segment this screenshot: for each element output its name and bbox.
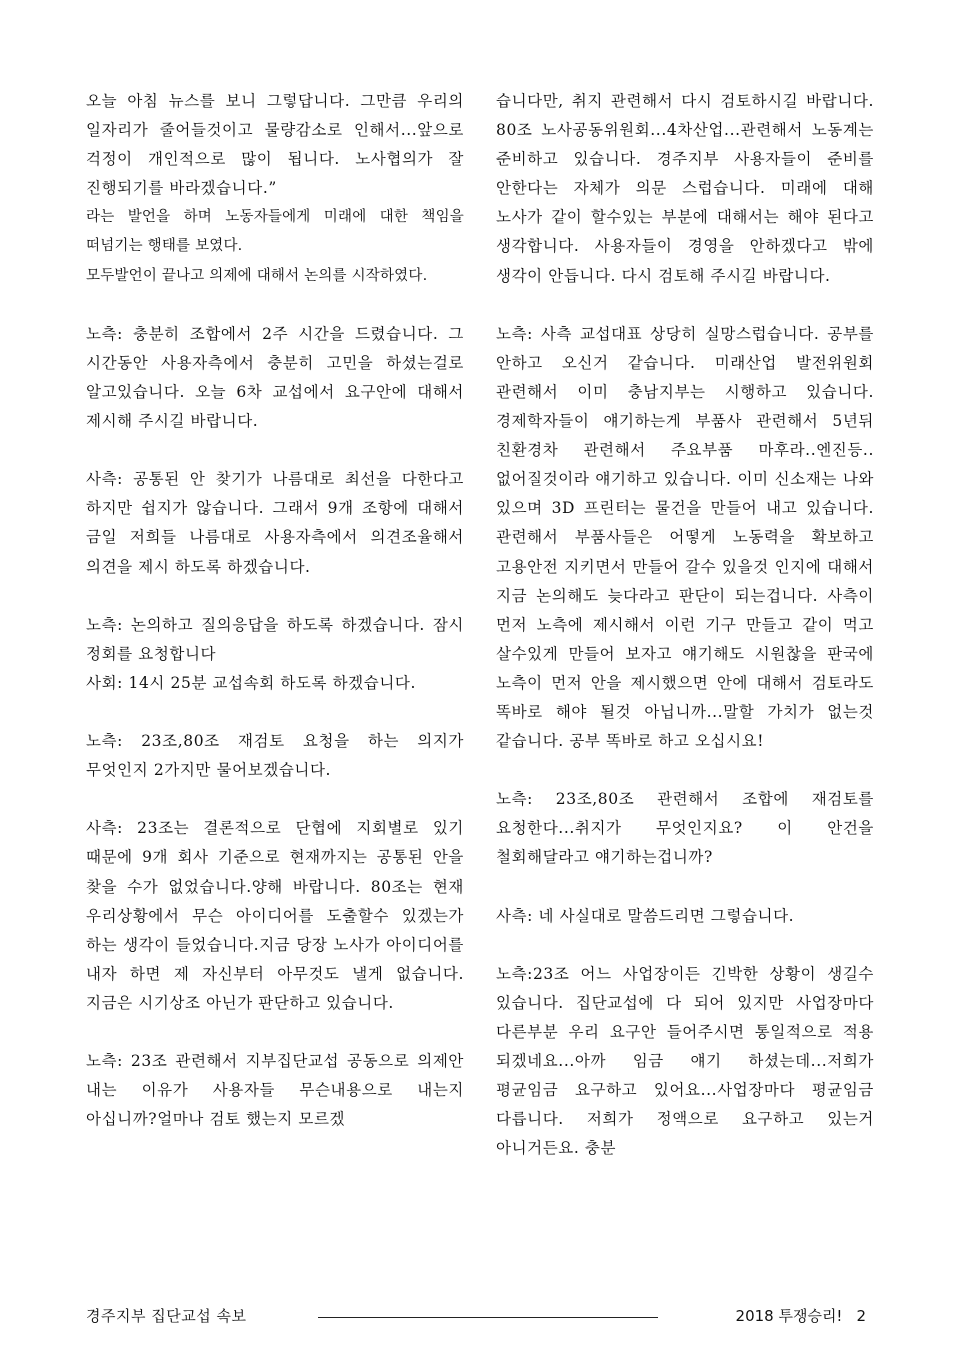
- right-column: [496, 87, 874, 1163]
- paragraph-labor: 노측: 23조 관련해서 지부집단교섭 공동으로 의제안 내는 이유가 사용자들 무슨내용으로 내는지 아십니까?얼마나 검토 했는지 모르겠: [86, 1052, 464, 1129]
- paragraph-labor: 노측: 23조,80조 관련해서 조합에 재검토를 요청한다...취지가 무엇인지요? 이 안건을 철회해달라고 얘기하는겁니까?: [496, 790, 874, 867]
- paragraph-labor: 노측: 23조,80조 재검토 요청을 하는 의지가 무엇인지 2가지만 물어보겠습니다.: [86, 732, 464, 780]
- paragraph-management: 사측: 네 사실대로 말씀드리면 그렇습니다.: [496, 906, 795, 925]
- paragraph-management: 사측: 23조는 결론적으로 단협에 지회별로 있기 때문에 9개 회사 기준으로 현재까지는 공통된 안을 찾을 수가 없었습니다.양해 바랍니다. 80조는 현재 우리상황에서 무슨 아이디어를 도출할수 있겠는가 하는 생각이 들었습니다.지금 당장 노사가 아이디어를 내자 하면 제 자신부터 아무것도 낼게 없습니다. 지금은 시기상조 아닌가 판단하고 있습니다.: [86, 819, 464, 1012]
- paragraph-narration: 라는 발언을 하며 노동자들에게 미래에 대한 책임을 떠넘기는 행태를 보였다.: [86, 209, 464, 255]
- paragraph-labor: 노측: 사측 교섭대표 상당히 실망스럽습니다. 공부를 안하고 오신거 같습니다. 미래산업 발전위원회 관련해서 이미 충남지부는 시행하고 있습니다.경제학자들이 얘기하는게 부품사 관련해서 5년뒤 친환경차 관련해서 주요부품 마후라..엔진등..없어질것이라 얘기하고 있습니다. 이미 신소재는 나와 있으며 3D 프린터는 물건을 만들어 내고 있습니다. 관련해서 부품사들은 어떻게 노동력을 확보하고 고용안전 지키면서 만들어 갈수 있을것 인지에 대해서 지금 논의해도 늦다라고 판단이 되는겁니다. 사측이 먼저 노측에 제시해서 이런 기구 만들고 같이 먹고 살수있게 만들어 보자고 얘기해도 시원찮을 판국에 노측이 먼저 안을 제시했으면 안에 대해서 검토라도 똑바로 해야 될것 아닙니까...말할 가치가 없는것 같습니다. 공부 똑바로 하고 오십시요!: [496, 324, 874, 751]
- footer-right-group: [736, 1305, 866, 1326]
- paragraph-labor: 노측: 논의하고 질의응답을 하도록 하겠습니다. 잠시 정회를 요청합니다: [86, 615, 464, 663]
- page-footer: [86, 1305, 866, 1329]
- page-number: 2: [856, 1307, 866, 1325]
- paragraph-labor: 노측:23조 어느 사업장이든 긴박한 상황이 생길수 있습니다. 집단교섭에 다 되어 있지만 사업장마다 다른부분 우리 요구안 들어주시면 통일적으로 적용 되겠네요...아까 임금 얘기 하셨는데...저희가 평균임금 요구하고 있어요...사업장마다 평균임금 다릅니다. 저희가 정액으로 요구하고 있는거 아니거든요. 충분: [496, 964, 874, 1158]
- paragraph-narration: 모두발언이 끝나고 의제에 대해서 논의를 시작하였다.: [86, 267, 428, 284]
- footer-publication-title: 경주지부 집단교섭 속보: [86, 1307, 247, 1325]
- left-column: [86, 87, 464, 1134]
- paragraph-labor: 노측: 충분히 조합에서 2주 시간을 드렸습니다. 그 시간동안 사용자측에서 충분히 고민을 하셨는걸로 알고있습니다. 오늘 6차 교섭에서 요구안에 대해서 제시해 주시길 바랍니다.: [86, 324, 464, 431]
- paragraph-moderator: 사회: 14시 25분 교섭속회 하도록 하겠습니다.: [86, 673, 416, 692]
- footer-slogan: 2018 투쟁승리!: [735, 1307, 843, 1325]
- footer-divider: [318, 1317, 658, 1318]
- paragraph-labor-continued: 습니다만, 취지 관련해서 다시 검토하시길 바랍니다. 80조 노사공동위원회...4차산업...관련해서 노동계는 준비하고 있습니다. 경주지부 사용자들이 준비를 안한다는 자체가 의문 스럽습니다. 미래에 대해 노사가 같이 할수있는 부분에 대해서는 해야 된다고 생각합니다. 사용자들이 경영을 안하겠다고 밖에 생각이 안듭니다. 다시 검토해 주시길 바랍니다.: [496, 92, 874, 285]
- paragraph-management: 사측: 공통된 안 찾기가 나름대로 최선을 다한다고 하지만 쉽지가 않습니다. 그래서 9개 조항에 대해서 금일 저희들 나름대로 사용자측에서 의견조율해서 의견을 제시 하도록 하겠습니다.: [86, 470, 464, 576]
- paragraph-quote-end: 오늘 아침 뉴스를 보니 그렇답니다. 그만큼 우리의 일자리가 줄어들것이고 물량감소로 인해서...앞으로 걱정이 개인적으로 많이 됩니다. 노사협의가 잘 진행되기를 바라겠습니다.”: [86, 92, 464, 198]
